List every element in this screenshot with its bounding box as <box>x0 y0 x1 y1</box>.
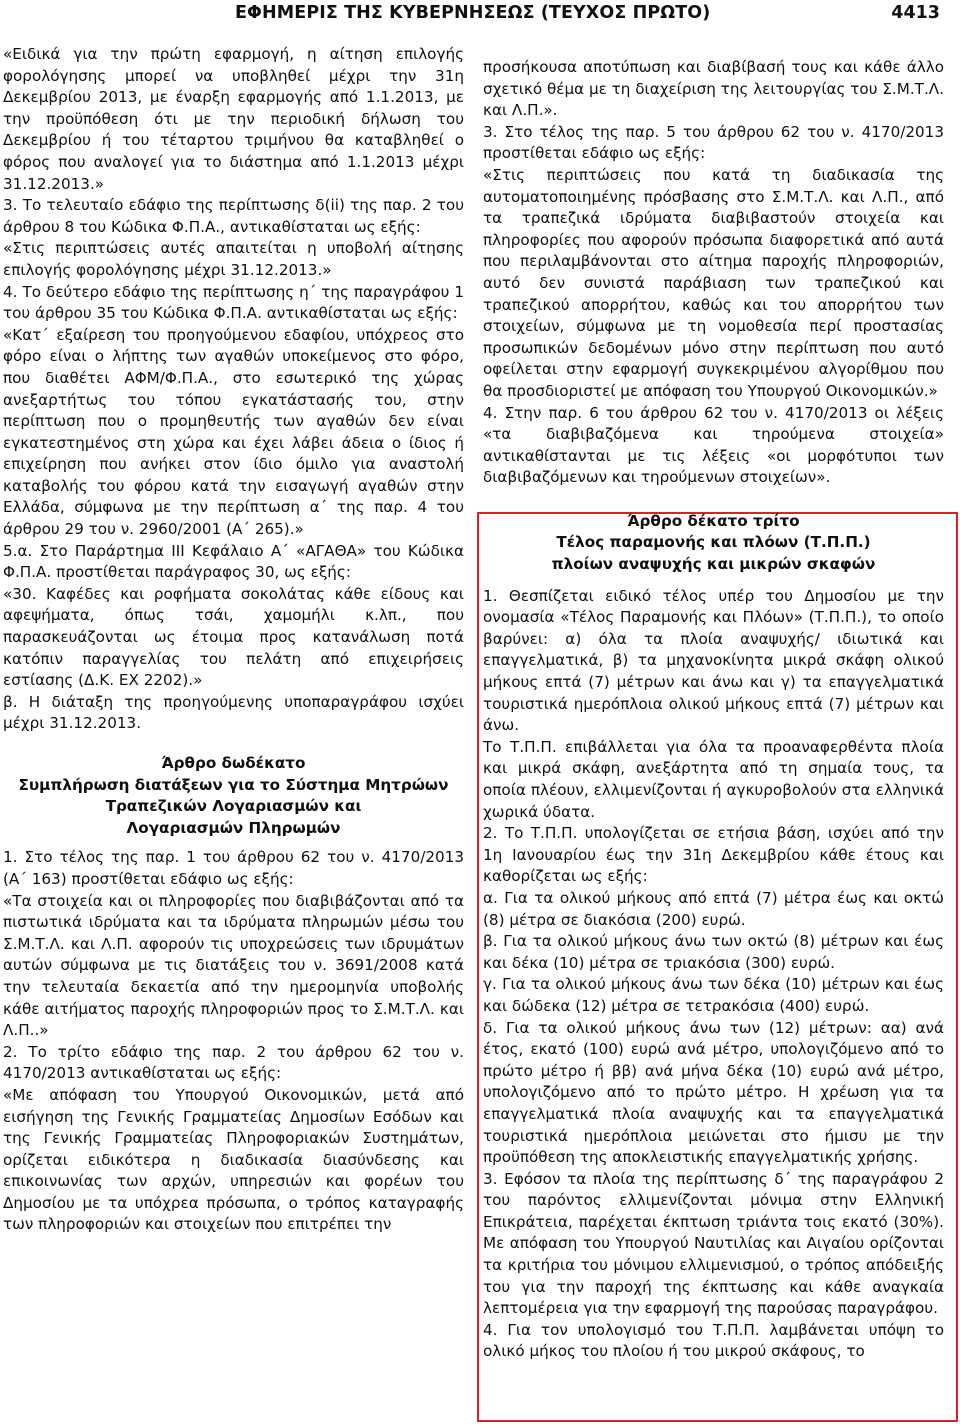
right-column <box>483 57 944 1363</box>
article-subtitle: Λογαριασμών Πληρωμών <box>126 818 341 837</box>
paragraph: 3. Το τελευταίο εδάφιο της περίπτωσης δ(ii) της παρ. 2 του άρθρου 8 του Κώδικα Φ.Π.Α., αντικαθίσταται ως εξής: <box>3 196 464 236</box>
paragraph: «Ειδικά για την πρώτη εφαρμογή, η αίτηση επιλογής φορολόγησης μπορεί να υποβληθεί μέχρι την 31η Δεκεμβρίου 2013, με έναρξη εφαρμογής από 1.1.2013, με την προϋπόθεση ότι με την περιοδική δήλωση του Δεκεμβρίου ή του τέταρτου τριμήνου θα καταβληθεί ο φόρος που αναλογεί για το διάστημα από 1.1.2013 μέχρι 31.12.2013.» <box>3 45 464 193</box>
article-subtitle: Τέλος παραμονής και πλόων (Τ.Π.Π.) <box>556 533 871 552</box>
paragraph: «Με απόφαση του Υπουργού Οικονομικών, μετά από εισήγηση της Γενικής Γραμματείας Δημοσίων Εσόδων και της Γενικής Γραμματείας Πληροφοριακών Συστημάτων, ορίζεται ειδικότερα η διαδικασία διασύνδεσης και επικοινωνίας των αρχών, υπηρεσιών και φορέων του Δημοσίου με τα υπόχρεα πρόσωπα, ο τρόπος καταγραφής των πληροφοριών και στοιχείων που επιτρέπει την <box>3 1085 464 1234</box>
paragraph: 4. Στην παρ. 6 του άρθρου 62 του ν. 4170/2013 οι λέξεις «τα διαβιβαζόμενα και τηρούμενα στοιχεία» αντικαθίστανται με τις λέξεις «οι μορφότυποι των διαβιβαζόμενων και τηρούμενων στοιχείων». <box>483 403 944 487</box>
paragraph: προσήκουσα αποτύπωση και διαβίβασή τους και κάθε άλλο σχετικό θέμα με τη διαχείριση της λειτουργίας του Σ.Μ.Τ.Λ. και Λ.Π.». <box>483 58 945 120</box>
paragraph: 1. Στο τέλος της παρ. 1 του άρθρου 62 του ν. 4170/2013 (Α΄ 163) προστίθεται εδάφιο ως εξής: <box>3 848 464 888</box>
paragraph: β. Η διάταξη της προηγούμενης υποπαραγράφου ισχύει μέχρι 31.12.2013. <box>3 692 464 733</box>
paragraph: 3. Εφόσον τα πλοία της περίπτωσης δ΄ της παραγράφου 2 του παρόντος ελλιμενίζονται μόνιμα στην Ελληνική Επικράτεια, παρέχεται έκπτωση τριάντα τοις εκατό (30%). Με απόφαση του Υπουργού Ναυτιλίας και Αιγαίου ορίζονται τα κριτήρια του μόνιμου ελλιμενισμού, ο τρόπος απόδειξής του για την παροχή της έκπτωσης και κάθε αναγκαία λεπτομέρεια για την εφαρμογή της παρούσας παραγράφου. <box>483 1169 944 1318</box>
article-title: Άρθρο δέκατο τρίτο <box>627 511 800 530</box>
paragraph: β. Για τα ολικού μήκους άνω των οκτώ (8) μέτρων και έως και δέκα (10) μέτρα σε τριακόσια (300) ευρώ. <box>483 932 944 972</box>
paragraph: «Κατ΄ εξαίρεση του προηγούμενου εδαφίου, υπόχρεος στο φόρο είναι ο λήπτης των αγαθών υποκείμενος στο φόρο, που διαθέτει ΑΦΜ/Φ.Π.Α., στο εσωτερικό της χώρας ανεξαρτήτως του τόπου εγκατάστασής του, στην περίπτωση που ο προμηθευτής των αγαθών δεν είναι εγκατεστημένος στη χώρα και έχει λάβει άδεια ο ίδιος ή επιχείρηση που ανήκει στον ίδιο όμιλο για αναστολή καταβολής του φόρου κατά την εισαγωγή αγαθών στην Ελλάδα, σύμφωνα με την περίπτωση α΄ της παρ. 4 του άρθρου 29 του ν. 2960/2001 (Α΄ 265).» <box>3 325 464 539</box>
page-number: 4413 <box>891 3 940 23</box>
paragraph: α. Για τα ολικού μήκους από επτά (7) μέτρα έως και οκτώ (8) μέτρα σε διακόσια (200) ευρώ. <box>483 888 944 929</box>
paragraph: «Στις περιπτώσεις αυτές απαιτείται η υποβολή αίτησης επιλογής φορολόγησης μέχρι 31.12.2013.» <box>3 239 464 279</box>
paragraph: «Στις περιπτώσεις που κατά τη διαδικασία της αυτοματοποιημένης πρόσβασης στο Σ.Μ.Τ.Λ. και Λ.Π., από τα τραπεζικά ιδρύματα διαβιβαστούν στοιχεία και πληροφορίες που αφορούν πρόσωπα διαφορετικά από αυτά που περιλαμβάνονται στο αίτημα παροχής πληροφοριών, αυτό δεν συνιστά παράβιαση των τραπεζικού και τραπεζικού απορρήτου, καθώς και του απορρήτου των στοιχείων, σύμφωνα με τη νομοθεσία περί προστασίας προσωπικών δεδομένων μόνο στην περίπτωση που αυτό οφείλεται στην εφαρμογή συγκεκριμένου αλγορίθμου που θα προσδιοριστεί με απόφαση του Υπουργού Οικονομικών.» <box>483 165 944 400</box>
paragraph: 3. Στο τέλος της παρ. 5 του άρθρου 62 του ν. 4170/2013 προστίθεται εδάφιο ως εξής: <box>483 122 944 163</box>
paragraph: 2. Το τρίτο εδάφιο της παρ. 2 του άρθρου 62 του ν. 4170/2013 αντικαθίσταται ως εξής: <box>3 1042 464 1083</box>
paragraph: γ. Για τα ολικού μήκους άνω των δέκα (10) μέτρων και έως και δώδεκα (12) μέτρα σε τετρακόσια (400) ευρώ. <box>483 975 944 1015</box>
paragraph: «30. Καφέδες και ροφήματα σοκολάτας κάθε είδους και αφεψήματα, όπως τσάι, χαμομήλι κ.λπ., που παρασκευάζονται ως έτοιμα προς κατανάλωση ποτά κατόπιν παραγγελίας του πελάτη από επιχειρήσεις εστίασης (Δ.Κ. ΕΧ 2202).» <box>3 584 464 690</box>
paragraph: 5.α. Στο Παράρτημα ΙΙΙ Κεφάλαιο Α΄ «ΑΓΑΘΑ» του Κώδικα Φ.Π.Α. προστίθεται παράγραφος 30, ως εξής: <box>3 541 464 582</box>
paragraph: Το Τ.Π.Π. επιβάλλεται για όλα τα προαναφερθέντα πλοία και μικρά σκάφη, ανεξάρτητα από τη σημαία τους, τα οποία πλέουν, ελλιμενίζονται ή αγκυροβολούν στα ελληνικά χωρικά ύδατα. <box>483 737 944 821</box>
paragraph: «Τα στοιχεία και οι πληροφορίες που διαβιβάζονται από τα πιστωτικά ιδρύματα και τα ιδρύματα πληρωμών μέσω του Σ.Μ.Τ.Λ. και Λ.Π. αφορούν τις υποχρεώσεις των ιδρυμάτων αυτών σύμφωνα με τις διατάξεις του ν. 3691/2008 κατά την τελευταία δεκαετία από την ημερομηνία υποβολής κάθε αιτήματος παροχής πληροφοριών προς το Σ.Μ.Τ.Λ. και Λ.Π..» <box>3 891 464 1040</box>
paragraph: 4. Το δεύτερο εδάφιο της περίπτωσης η΄ της παραγράφου 1 του άρθρου 35 του Κώδικα Φ.Π.Α. αντικαθίσταται ως εξής: <box>3 282 464 323</box>
paragraph: 2. Το Τ.Π.Π. υπολογίζεται σε ετήσια βάση, ισχύει από την 1η Ιανουαρίου έως την 31η Δεκεμβρίου κάθε έτους και καθορίζεται ως εξής: <box>483 824 944 886</box>
paragraph: 4. Για τον υπολογισμό του Τ.Π.Π. λαμβάνεται υπόψη το ολικό μήκος του πλοίου ή του μικρού σκάφους, το <box>483 1320 944 1361</box>
left-column <box>3 44 464 1236</box>
gazette-title: ΕΦΗΜΕΡΙΣ ΤΗΣ ΚΥΒΕΡΝΗΣΕΩΣ (ΤΕΥΧΟΣ ΠΡΩΤΟ) <box>235 3 711 23</box>
paragraph: δ. Για τα ολικού μήκους άνω των (12) μέτρων: αα) ανά έτος, εκατό (100) ευρώ ανά μέτρο, υπολογιζόμενο από το πρώτο μέτρο ή ββ) ανά μήνα δέκα (10) ευρώ ανά μέτρο, υπολογιζόμενο από το πρώτο μέτρο. Η χρέωση για τα επαγγελματικά πλοία αναψυχής και τα επαγγελματικά τουριστικά ημερόπλοια μειώνεται στο ήμισυ με την προϋπόθεση της αποκλειστικής επαγγελματικής χρήσης. <box>483 1018 944 1167</box>
article-subtitle: Τραπεζικών Λογαριασμών και <box>105 797 362 816</box>
article-title: Άρθρο δωδέκατο <box>161 754 306 772</box>
page-header <box>0 3 960 29</box>
paragraph: 1. Θεσπίζεται ειδικό τέλος υπέρ του Δημοσίου με την ονομασία «Τέλος Παραμονής και Πλόων» (Τ.Π.Π.), το οποίο βαρύνει: α) όλα τα πλοία αναψυχής/ ιδιωτικά και επαγγελματικά, β) τα μηχανοκίνητα μικρά σκάφη ολικού μήκους επτά (7) μέτρων και άνω και γ) τα επαγγελματικά τουριστικά ημερόπλοια ολικού μήκους επτά (7) μέτρων και άνω. <box>483 586 944 735</box>
article-subtitle: Συμπλήρωση διατάξεων για το Σύστημα Μητρώων <box>18 775 449 794</box>
article-subtitle: πλοίων αναψυχής και μικρών σκαφών <box>551 555 876 574</box>
